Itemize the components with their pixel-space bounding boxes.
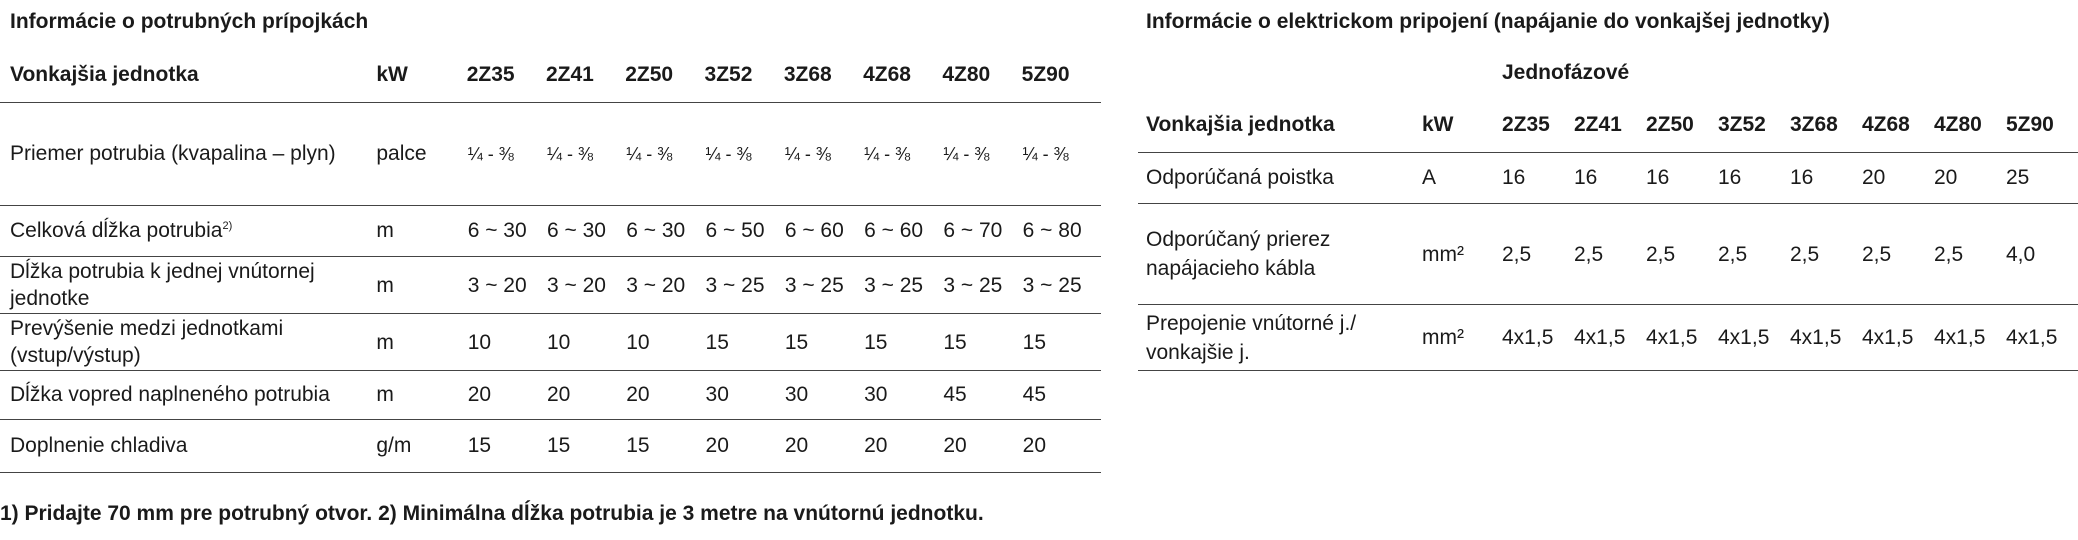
row-unit: g/m: [376, 420, 466, 473]
header-model: 4Z68: [1862, 98, 1934, 153]
cell-value: 20: [1934, 153, 2006, 204]
cell-value: 4x1,5: [1502, 305, 1574, 371]
table-row: [0, 103, 1101, 206]
cell-value: 2,5: [1502, 204, 1574, 305]
header-model: 2Z41: [546, 48, 625, 103]
header-model: 2Z35: [467, 48, 546, 103]
header-model: 2Z41: [1574, 98, 1646, 153]
cell-value: 3 ~ 20: [546, 257, 625, 314]
cell-value: 3 ~ 20: [467, 257, 546, 314]
header-unit: kW: [376, 48, 466, 103]
cell-value: 4x1,5: [1646, 305, 1718, 371]
cell-value: 4,0: [2006, 204, 2078, 305]
cell-value: ¼ - ⅜: [705, 103, 784, 206]
cell-value: 20: [942, 420, 1021, 473]
row-unit: mm²: [1422, 305, 1502, 371]
cell-value: 20: [546, 371, 625, 420]
cell-value: 3 ~ 25: [705, 257, 784, 314]
header-model: 3Z68: [784, 48, 863, 103]
header-model: 3Z52: [1718, 98, 1790, 153]
cell-value: 15: [467, 420, 546, 473]
cell-value: 2,5: [1646, 204, 1718, 305]
cell-value: ¼ - ⅜: [784, 103, 863, 206]
cell-value: 4x1,5: [2006, 305, 2078, 371]
row-label-line: napájacieho kábla: [1146, 257, 1316, 280]
header-model: 4Z68: [863, 48, 942, 103]
header-model: 4Z80: [942, 48, 1021, 103]
row-label-line: Dĺžka potrubia k jednej vnútornej: [10, 260, 315, 283]
cell-value: 6 ~ 30: [546, 206, 625, 257]
cell-value: 25: [2006, 153, 2078, 204]
table-row: [0, 206, 1101, 257]
cell-value: 15: [625, 420, 704, 473]
row-label: [0, 314, 376, 371]
cell-value: 6 ~ 30: [625, 206, 704, 257]
row-unit: palce: [376, 103, 466, 206]
cell-value: 16: [1502, 153, 1574, 204]
row-label: [0, 206, 376, 257]
header-model: 5Z90: [2006, 98, 2078, 153]
cell-value: 16: [1574, 153, 1646, 204]
cell-value: 2,5: [1934, 204, 2006, 305]
row-label-line: Prevýšenie medzi jednotkami: [10, 317, 284, 340]
header-model: 2Z50: [625, 48, 704, 103]
cell-value: 6 ~ 50: [705, 206, 784, 257]
cell-value: 3 ~ 25: [942, 257, 1021, 314]
cell-value: 2,5: [1574, 204, 1646, 305]
header-unit: kW: [1422, 98, 1502, 153]
row-unit: mm²: [1422, 204, 1502, 305]
header-model: 5Z90: [1022, 48, 1101, 103]
footnote-ref: 2): [222, 220, 233, 232]
row-label: Doplnenie chladiva: [0, 420, 376, 473]
cell-value: 4x1,5: [1574, 305, 1646, 371]
table-row: [0, 314, 1101, 371]
cell-value: 15: [546, 420, 625, 473]
cell-value: 20: [625, 371, 704, 420]
subheader-row: [1138, 48, 2078, 98]
cell-value: ¼ - ⅜: [625, 103, 704, 206]
row-label: [0, 257, 376, 314]
cell-value: 15: [784, 314, 863, 371]
cell-value: ¼ - ⅜: [546, 103, 625, 206]
cell-value: 15: [863, 314, 942, 371]
cell-value: 30: [705, 371, 784, 420]
table-row: [1138, 305, 2078, 371]
header-model: 4Z80: [1934, 98, 2006, 153]
table-row: [0, 257, 1101, 314]
cell-value: 6 ~ 30: [467, 206, 546, 257]
header-outdoor-unit: Vonkajšia jednotka: [1138, 98, 1422, 153]
cell-value: 3 ~ 25: [863, 257, 942, 314]
cell-value: 3 ~ 25: [784, 257, 863, 314]
row-unit: m: [376, 257, 466, 314]
cell-value: 20: [1862, 153, 1934, 204]
row-unit: m: [376, 314, 466, 371]
row-label-line: (vstup/výstup): [10, 344, 141, 367]
cell-value: 16: [1646, 153, 1718, 204]
cell-value: 4x1,5: [1862, 305, 1934, 371]
cell-value: 3 ~ 20: [625, 257, 704, 314]
pipe-section-title: Informácie o potrubných prípojkách: [10, 10, 369, 33]
cell-value: 15: [942, 314, 1021, 371]
row-unit: A: [1422, 153, 1502, 204]
cell-value: 6 ~ 60: [784, 206, 863, 257]
cell-value: 20: [1022, 420, 1101, 473]
cell-value: 6 ~ 60: [863, 206, 942, 257]
header-model: 3Z68: [1790, 98, 1862, 153]
cell-value: ¼ - ⅜: [942, 103, 1021, 206]
row-unit: m: [376, 371, 466, 420]
table-row: [0, 371, 1101, 420]
cell-value: 20: [467, 371, 546, 420]
row-label-line: Odporúčaný prierez: [1146, 228, 1331, 251]
row-label-text: Celková dĺžka potrubia: [10, 219, 223, 242]
cell-value: 10: [625, 314, 704, 371]
cell-value: ¼ - ⅜: [1022, 103, 1101, 206]
cell-value: 20: [705, 420, 784, 473]
row-unit: m: [376, 206, 466, 257]
table-row: [1138, 204, 2078, 305]
row-label: [1138, 204, 1422, 305]
table-row: [0, 420, 1101, 473]
cell-value: 45: [942, 371, 1021, 420]
cell-value: 6 ~ 70: [942, 206, 1021, 257]
cell-value: 2,5: [1718, 204, 1790, 305]
header-model: 2Z35: [1502, 98, 1574, 153]
cell-value: 6 ~ 80: [1022, 206, 1101, 257]
row-label-line: Prepojenie vnútorné j./: [1146, 311, 1357, 335]
cell-value: 15: [1022, 314, 1101, 371]
table-header-row: [1138, 98, 2078, 153]
cell-value: 2,5: [1862, 204, 1934, 305]
header-model: 2Z50: [1646, 98, 1718, 153]
cell-value: 10: [467, 314, 546, 371]
row-label-line: jednotke: [10, 287, 90, 310]
row-label-line: vonkajšie j.: [1146, 340, 1250, 364]
cell-value: 30: [863, 371, 942, 420]
pipe-connections-table: [0, 48, 1101, 473]
row-label: [1138, 305, 1422, 371]
cell-value: ¼ - ⅜: [467, 103, 546, 206]
single-phase-subheader: Jednofázové: [1502, 61, 1630, 84]
cell-value: 4x1,5: [1790, 305, 1862, 371]
cell-value: 20: [863, 420, 942, 473]
electrical-section-title: Informácie o elektrickom pripojení (napájanie do vonkajšej jednotky): [1146, 10, 1830, 33]
cell-value: 10: [546, 314, 625, 371]
cell-value: 45: [1022, 371, 1101, 420]
cell-value: 2,5: [1790, 204, 1862, 305]
cell-value: 16: [1718, 153, 1790, 204]
row-label: Dĺžka vopred naplneného potrubia: [0, 371, 376, 420]
header-model: 3Z52: [705, 48, 784, 103]
cell-value: 30: [784, 371, 863, 420]
cell-value: 16: [1790, 153, 1862, 204]
row-label: Priemer potrubia (kvapalina – plyn): [0, 103, 376, 206]
cell-value: 4x1,5: [1934, 305, 2006, 371]
cell-value: 15: [705, 314, 784, 371]
electrical-connection-table: [1138, 48, 2078, 371]
cell-value: 4x1,5: [1718, 305, 1790, 371]
header-outdoor-unit: Vonkajšia jednotka: [0, 48, 376, 103]
table-header-row: [0, 48, 1101, 103]
cell-value: ¼ - ⅜: [863, 103, 942, 206]
cell-value: 20: [784, 420, 863, 473]
row-label: Odporúčaná poistka: [1138, 153, 1422, 204]
footnote: 1) Pridajte 70 mm pre potrubný otvor. 2) Minimálna dĺžka potrubia je 3 metre na vnútornú jednotku.: [0, 502, 984, 525]
cell-value: 3 ~ 25: [1022, 257, 1101, 314]
table-row: [1138, 153, 2078, 204]
